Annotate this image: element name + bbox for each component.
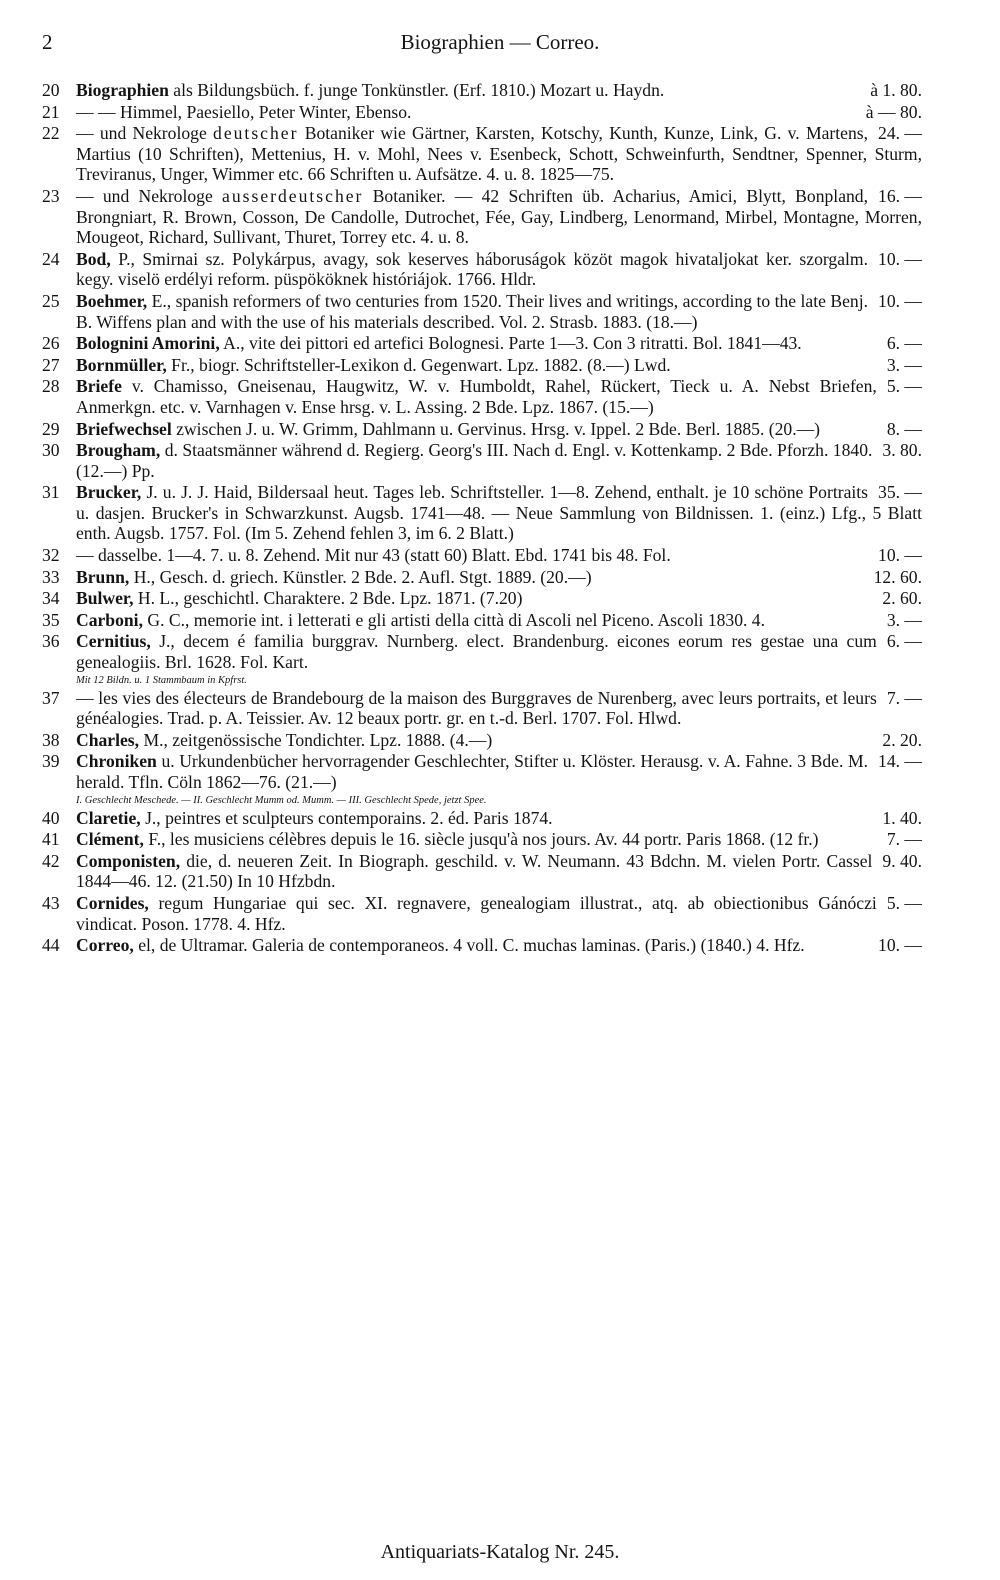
entry-price: 6. — <box>886 631 922 652</box>
entry-text: — les vies des électeurs de Brandebourg de la maison des Burggraves de Nurenberg, avec leurs portraits, et leurs généalogies. Trad. p. A. Teissier. Av. 12 beaux portr. gr. en t.-d. Berl. 1707. Fol. Hlwd. <box>76 687 877 729</box>
entry-name: Briefe <box>76 376 122 397</box>
entry-name: Chroniken <box>76 751 157 772</box>
catalog-entry <box>42 123 922 185</box>
entry-text: — — Himmel, Paesiello, Peter Winter, Ebenso. <box>76 101 412 122</box>
catalog-entry <box>42 631 922 686</box>
entry-price: 14. — <box>878 751 922 772</box>
entry-price: 3. — <box>886 354 922 375</box>
entry-number: 22 <box>42 123 60 144</box>
catalog-entry <box>42 419 922 440</box>
entry-price: 9. 40. <box>882 850 922 871</box>
entry-text: — und Nekrologe <box>76 123 207 144</box>
entry-name: Componisten, <box>76 850 181 871</box>
entry-text: el, de Ultramar. Galeria de contemporaneos. 4 voll. C. muchas laminas. (Paris.) (1840.) 4. Hfz. <box>138 935 805 956</box>
catalog-entry <box>42 730 922 751</box>
entry-text: J., decem é familia burggrav. Nurnberg. elect. Brandenburg. eicones eorum res gestae una cum genealogiis. Brl. 1628. Fol. Kart. <box>76 631 877 673</box>
entry-name: Bod, <box>76 248 111 269</box>
entry-text: H. L., geschichtl. Charaktere. 2 Bde. Lpz. 1871. (7.20) <box>137 588 523 609</box>
catalog-entry <box>42 186 922 248</box>
entry-price: 2. 20. <box>882 729 922 750</box>
entry-name: Bulwer, <box>76 588 134 609</box>
entry-price: 16. — <box>878 185 922 206</box>
entry-name: Charles, <box>76 729 140 750</box>
entry-price: 10. — <box>878 935 922 956</box>
entry-number: 43 <box>42 892 60 913</box>
entry-number: 23 <box>42 185 60 206</box>
catalog-entry <box>42 893 922 934</box>
entry-price: 3. — <box>886 609 922 630</box>
catalog-entry <box>42 851 922 892</box>
entry-text: Botaniker. — 42 Schriften üb. Acharius, Amici, Blytt, Bonpland, Brongniart, R. Brown, Cosson, De Candolle, Dutrochet, Fée, Gay, Lindberg, Lenormand, Mirbel, Montagne, Morren, Mougeot, Richard, Sullivant, Thuret, Torrey etc. 4. u. 8. <box>76 185 922 248</box>
entry-number: 38 <box>42 729 60 750</box>
entry-price: 10. — <box>878 545 922 566</box>
catalog-entry <box>42 751 922 806</box>
catalog-entry <box>42 355 922 376</box>
entry-price: 24. — <box>878 123 922 144</box>
entry-number: 39 <box>42 751 60 772</box>
entry-price: 7. — <box>886 687 922 708</box>
entry-number: 40 <box>42 807 60 828</box>
entry-text: J. u. J. J. Haid, Bildersaal heut. Tages leb. Schriftsteller. 1—8. Zehend, enthalt. je 10 schöne Portraits u. dasjen. Brucker's in Schwarzkunst. Augsb. 1741—48. — Neue Sammlung von Bildnissen. 1. (einz.) Lfg., 5 Blatt enth. Augsb. 1757. Fol. (Im 5. Zehend fehlen 3, im 6. 2 Blatt.) <box>76 482 922 544</box>
entry-name: Bolognini Amorini, <box>76 333 220 354</box>
entry-note: I. Geschlecht Meschede. — II. Geschlecht Mumm od. Mumm. — III. Geschlecht Spede, jetzt Spee. <box>76 794 487 806</box>
entry-price: à — 80. <box>865 101 922 122</box>
entry-note: Mit 12 Bildn. u. 1 Stammbaum in Kpfrst. <box>76 674 247 686</box>
entry-price: 6. — <box>886 333 922 354</box>
entry-text: Botaniker wie Gärtner, Karsten, Kotschy, Kunth, Kunze, Link, G. v. Martens, Martius (10 Schriften), Mettenius, H. v. Mohl, Nees v. Esenbeck, Schott, Schweinfurth, Sendtner, Spenner, Sturm, Treviranus, Unger, Wimmer etc. 66 Schriften u. Aufsätze. 4. u. 8. 1825—75. <box>76 123 922 185</box>
entry-text: H., Gesch. d. griech. Künstler. 2 Bde. 2. Aufl. Stgt. 1889. (20.—) <box>133 566 592 587</box>
entry-text: P., Smirnai sz. Polykárpus, avagy, sok keserves háboruságok közöt magok hivataljokat ker. szorgalm. kegy. viselö erdélyi reform. püspököknek históriájok. 1766. Hldr. <box>76 248 869 290</box>
entry-number: 42 <box>42 850 60 871</box>
entry-number: 21 <box>42 101 60 122</box>
entry-number: 25 <box>42 290 60 311</box>
entry-name: Biographien <box>76 80 169 100</box>
entry-price: 1. 40. <box>882 807 922 828</box>
entry-number: 34 <box>42 588 60 609</box>
entry-name: Brunn, <box>76 566 130 587</box>
entry-name: Brucker, <box>76 482 142 503</box>
entry-price: à 1. 80. <box>870 80 922 100</box>
entry-spaced-text: ausserdeutscher <box>222 185 364 206</box>
entry-name: Correo, <box>76 935 134 956</box>
entry-number: 27 <box>42 354 60 375</box>
entry-text: als Bildungsbüch. f. junge Tonkünstler. (Erf. 1810.) Mozart u. Haydn. <box>173 80 665 100</box>
entry-price: 7. — <box>886 829 922 850</box>
entry-number: 31 <box>42 482 60 503</box>
entry-price: 10. — <box>878 290 922 311</box>
catalog-entry <box>42 688 922 729</box>
catalog-entry <box>42 482 922 544</box>
running-head: Biographien — Correo. <box>400 30 600 54</box>
catalog-footer: Antiquariats-Katalog Nr. 245. <box>380 1541 620 1563</box>
entry-price: 12. 60. <box>873 566 922 587</box>
entry-text: E., spanish reformers of two centuries from 1520. Their lives and writings, according to the late Benj. B. Wiffens plan and with the use of his materials described. Vol. 2. Strasb. 1883. (18.—) <box>76 290 869 332</box>
entry-name: Cernitius, <box>76 631 151 652</box>
entry-text: — dasselbe. 1—4. 7. u. 8. Zehend. Mit nur 43 (statt 60) Blatt. Ebd. 1741 bis 48. Fol. <box>76 545 671 566</box>
entry-price: 5. — <box>886 376 922 397</box>
entry-text: J., peintres et sculpteurs contemporains. 2. éd. Paris 1874. <box>145 807 553 828</box>
entry-number: 20 <box>42 80 60 100</box>
catalog-entry <box>42 249 922 290</box>
catalog-entry <box>42 376 922 417</box>
catalog-entry <box>42 291 922 332</box>
entry-text: die, d. neueren Zeit. In Biograph. geschild. v. W. Neumann. 43 Bdchn. M. vielen Portr. Cassel 1844—46. 12. (21.50) In 10 Hfzbdn. <box>76 850 873 892</box>
catalog-entry <box>42 588 922 609</box>
entry-name: Carboni, <box>76 609 143 630</box>
entry-spaced-text: deutscher <box>213 123 299 144</box>
entry-price: 2. 60. <box>882 588 922 609</box>
entry-number: 33 <box>42 566 60 587</box>
page-number: 2 <box>42 30 53 54</box>
entry-text: A., vite dei pittori ed artefici Bolognesi. Parte 1—3. Con 3 ritratti. Bol. 1841—43. <box>223 333 802 354</box>
entry-name: Brougham, <box>76 440 161 461</box>
entry-number: 26 <box>42 333 60 354</box>
entry-number: 44 <box>42 935 60 956</box>
entry-text: v. Chamisso, Gneisenau, Haugwitz, W. v. Humboldt, Rahel, Rückert, Tieck u. A. Nebst Briefen, Anmerkgn. etc. v. Varnhagen v. Ense hrsg. v. L. Assing. 2 Bde. Lpz. 1867. (15.—) <box>76 376 877 417</box>
entry-name: Briefwechsel <box>76 418 172 439</box>
entry-name: Bornmüller, <box>76 354 167 375</box>
entry-number: 30 <box>42 440 60 461</box>
entry-price: 10. — <box>878 248 922 269</box>
entry-number: 29 <box>42 418 60 439</box>
catalog-entry <box>42 610 922 631</box>
entry-number: 37 <box>42 687 60 708</box>
entry-number: 35 <box>42 609 60 630</box>
page-header <box>42 30 958 60</box>
entry-text: — und Nekrologe <box>76 185 213 206</box>
catalog-entry <box>42 829 922 850</box>
entry-price: 5. — <box>886 892 922 913</box>
catalog-entry <box>42 545 922 566</box>
entry-name: Cornides, <box>76 892 149 913</box>
catalog-entry <box>42 567 922 588</box>
catalog-entries <box>42 80 922 957</box>
entry-name: Boehmer, <box>76 290 148 311</box>
entry-text: M., zeitgenössische Tondichter. Lpz. 1888. (4.—) <box>143 729 493 750</box>
catalog-entry <box>42 102 922 123</box>
catalog-entry <box>42 808 922 829</box>
entry-number: 41 <box>42 829 60 850</box>
entry-number: 28 <box>42 376 60 397</box>
entry-text: regum Hungariae qui sec. XI. regnavere, genealogiam illustrat., atq. ab obiectionibus Gánóczi vindicat. Poson. 1778. 4. Hfz. <box>76 892 877 934</box>
entry-number: 24 <box>42 248 60 269</box>
catalog-entry <box>42 935 922 956</box>
entry-price: 35. — <box>878 482 922 503</box>
entry-number: 36 <box>42 631 60 652</box>
entry-name: Claretie, <box>76 807 141 828</box>
catalog-entry <box>42 440 922 481</box>
entry-text: u. Urkundenbücher hervorragender Geschlechter, Stifter u. Klöster. Herausg. v. A. Fahne. 3 Bde. M. herald. Tfln. Cöln 1862—76. (21.—) <box>76 751 869 792</box>
entry-price: 3. 80. <box>882 440 922 461</box>
entry-text: F., les musiciens célèbres depuis le 16. siècle jusqu'à nos jours. Av. 44 portr. Paris 1868. (12 fr.) <box>148 829 819 850</box>
entry-text: G. C., memorie int. i letterati e gli artisti della città di Ascoli nel Piceno. Ascoli 1830. 4. <box>147 609 765 630</box>
catalog-entry <box>42 80 922 101</box>
catalog-entry <box>42 333 922 354</box>
entry-name: Clément, <box>76 829 144 850</box>
entry-price: 8. — <box>886 418 922 439</box>
entry-text: d. Staatsmänner während d. Regierg. Georg's III. Nach d. Engl. v. Kottenkamp. 2 Bde. Pforzh. 1840. (12.—) Pp. <box>76 440 873 481</box>
entry-text: Fr., biogr. Schriftsteller-Lexikon d. Gegenwart. Lpz. 1882. (8.—) Lwd. <box>171 354 671 375</box>
entry-text: zwischen J. u. W. Grimm, Dahlmann u. Gervinus. Hrsg. v. Ippel. 2 Bde. Berl. 1885. (20.—) <box>176 418 821 439</box>
entry-number: 32 <box>42 545 60 566</box>
